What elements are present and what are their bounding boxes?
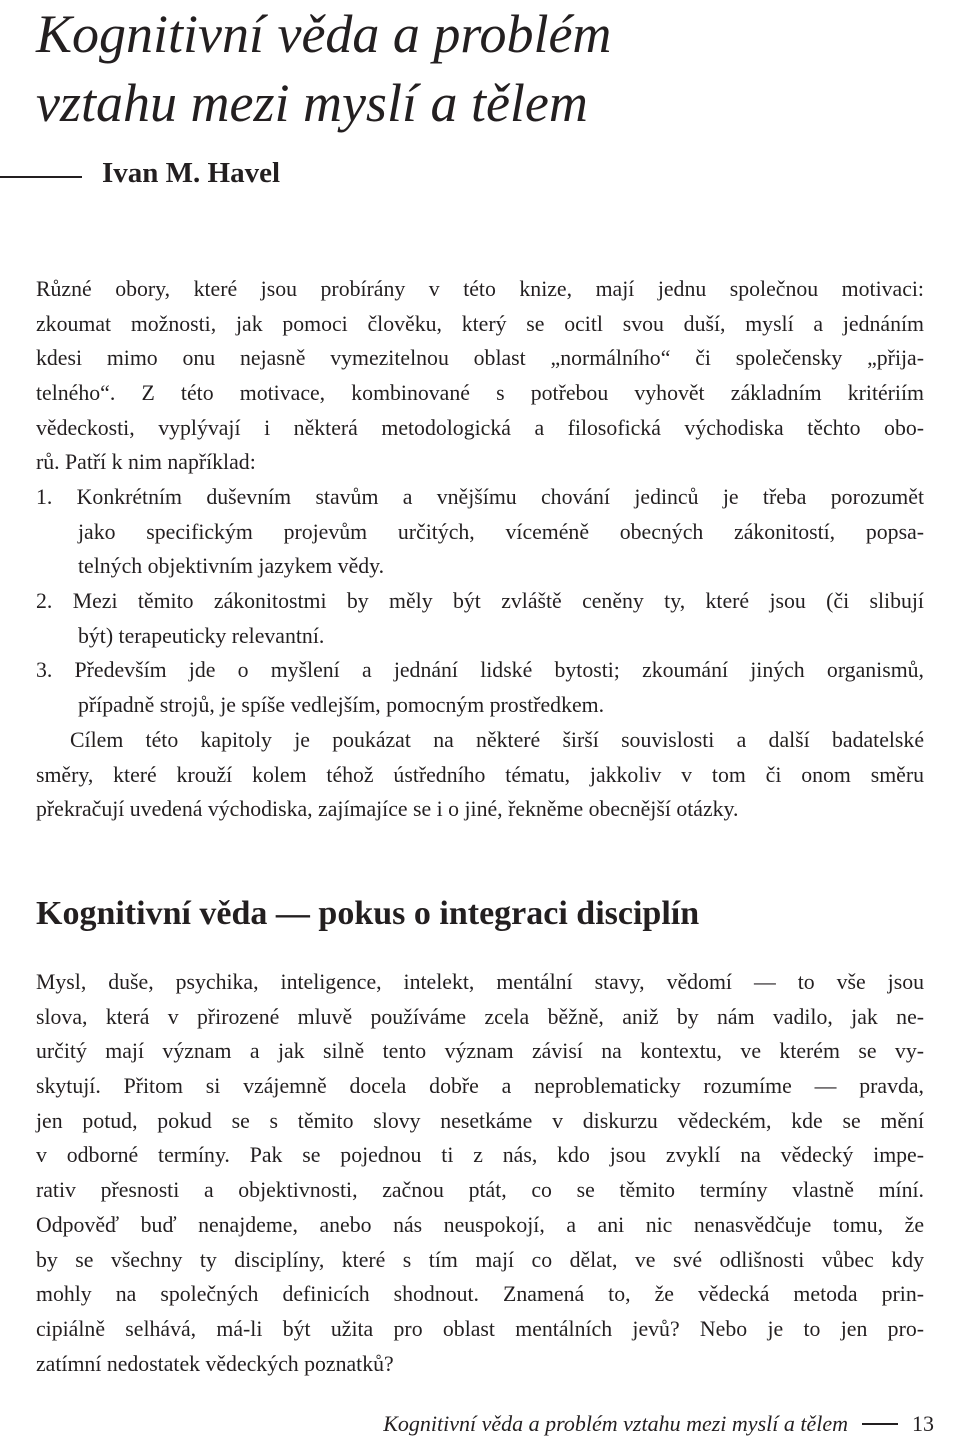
chapter-title-line-1: Kognitivní věda a problém xyxy=(36,4,612,64)
text-line: směry, které krouží kolem téhož ústředního tématu, jakkoliv v tom či onom směru xyxy=(36,762,924,787)
text-line: Odpověď buď nenajdeme, anebo nás neuspokojí, a ani nic nenasvědčuje tomu, že xyxy=(36,1212,924,1237)
list-item-line: 1. Konkrétním duševním stavům a vnějšímu chování jedinců je třeba porozumět xyxy=(36,485,924,509)
text-line: vědeckosti, vyplývají i některá metodologická a filosofická východiska těchto obo- xyxy=(36,415,924,440)
text-line: překračují uvedená východiska, zajímajíce se i o jiné, řekněme obecnější otázky. xyxy=(36,797,739,822)
author-name: Ivan M. Havel xyxy=(102,157,281,189)
page-footer xyxy=(300,1406,940,1442)
text-line: slova, která v přirozené mluvě používáme zcela běžně, aniž by nám vadilo, jak ne- xyxy=(36,1004,924,1029)
text-line: rů. Patří k nim například: xyxy=(36,450,256,475)
text-line: jen potud, pokud se s těmito slovy nesetkáme v diskurzu vědeckém, kde se mění xyxy=(36,1108,924,1133)
closing-paragraph xyxy=(36,723,924,827)
list-item-line: být) terapeuticky relevantní. xyxy=(78,623,325,648)
text-line: mohly na společných definicích shodnout. Znamená to, že vědecká metoda prin- xyxy=(36,1282,924,1307)
section-heading: Kognitivní věda — pokus o integraci disciplín xyxy=(36,895,700,932)
text-line: kdesi mimo onu nejasně vymezitelnou oblast „normálního“ či společensky „přija- xyxy=(36,346,924,371)
author-rule xyxy=(0,176,82,178)
text-line: telného“. Z této motivace, kombinované s potřebou vyhovět základním kritériím xyxy=(36,381,924,406)
footer-rule xyxy=(862,1423,898,1425)
text-line: v odborné termíny. Pak se pojednou ti z nás, kdo jsou zvyklí na vědecký impe- xyxy=(36,1143,924,1168)
running-title: Kognitivní věda a problém vztahu mezi myslí a tělem xyxy=(383,1411,848,1436)
intro-paragraph xyxy=(36,272,924,480)
numbered-list xyxy=(36,480,924,723)
section-paragraph xyxy=(36,965,924,1381)
text-line: by se všechny ty disciplíny, které s tím mají co dělat, ve své odlišnosti vůbec kdy xyxy=(36,1247,924,1272)
chapter-title-line-2: vztahu mezi myslí a tělem xyxy=(36,73,588,133)
text-line: cipiálně selhává, má-li být užita pro oblast mentálních jevů? Nebo je to jen pro- xyxy=(36,1316,924,1341)
text-line: zkoumat možnosti, jak pomoci člověku, který se ocitl svou duší, myslí a jednáním xyxy=(36,311,924,336)
text-line: Mysl, duše, psychika, inteligence, intelekt, mentální stavy, vědomí — to vše jsou xyxy=(36,970,924,994)
page-number: 13 xyxy=(912,1411,934,1436)
list-item xyxy=(36,653,924,722)
list-item-line: 2. Mezi těmito zákonitostmi by měly být zvláště ceněny ty, které jsou (či slibují xyxy=(36,589,924,614)
text-line: určitý mají význam a jak silně tento význam závisí na kontextu, ve kterém se vy- xyxy=(36,1039,924,1064)
chapter-title xyxy=(36,0,936,138)
text-line: Různé obory, které jsou probírány v této knize, mají jednu společnou motivaci: xyxy=(36,277,924,301)
list-item xyxy=(36,480,924,584)
text-line: zatímní nedostatek vědeckých poznatků? xyxy=(36,1351,394,1376)
list-item-line: 3. Především jde o myšlení a jednání lidské bytosti; zkoumání jiných organismů, xyxy=(36,658,924,683)
text-line: skytují. Přitom si vzájemně docela dobře a neproblematicky rozumíme — pravda, xyxy=(36,1074,924,1099)
list-item-line: jako specifickým projevům určitých, víceméně obecných zákonitostí, popsa- xyxy=(78,519,924,544)
text-line: Cílem této kapitoly je poukázat na některé širší souvislosti a další badatelské xyxy=(70,728,924,752)
list-item xyxy=(36,584,924,653)
list-item-line: telných objektivním jazykem vědy. xyxy=(78,554,385,579)
list-item-line: případně strojů, je spíše vedlejším, pomocným prostředkem. xyxy=(78,693,605,718)
text-line: rativ přesnosti a objektivnosti, začnou ptát, co se těmito termíny vlastně míní. xyxy=(36,1178,924,1203)
